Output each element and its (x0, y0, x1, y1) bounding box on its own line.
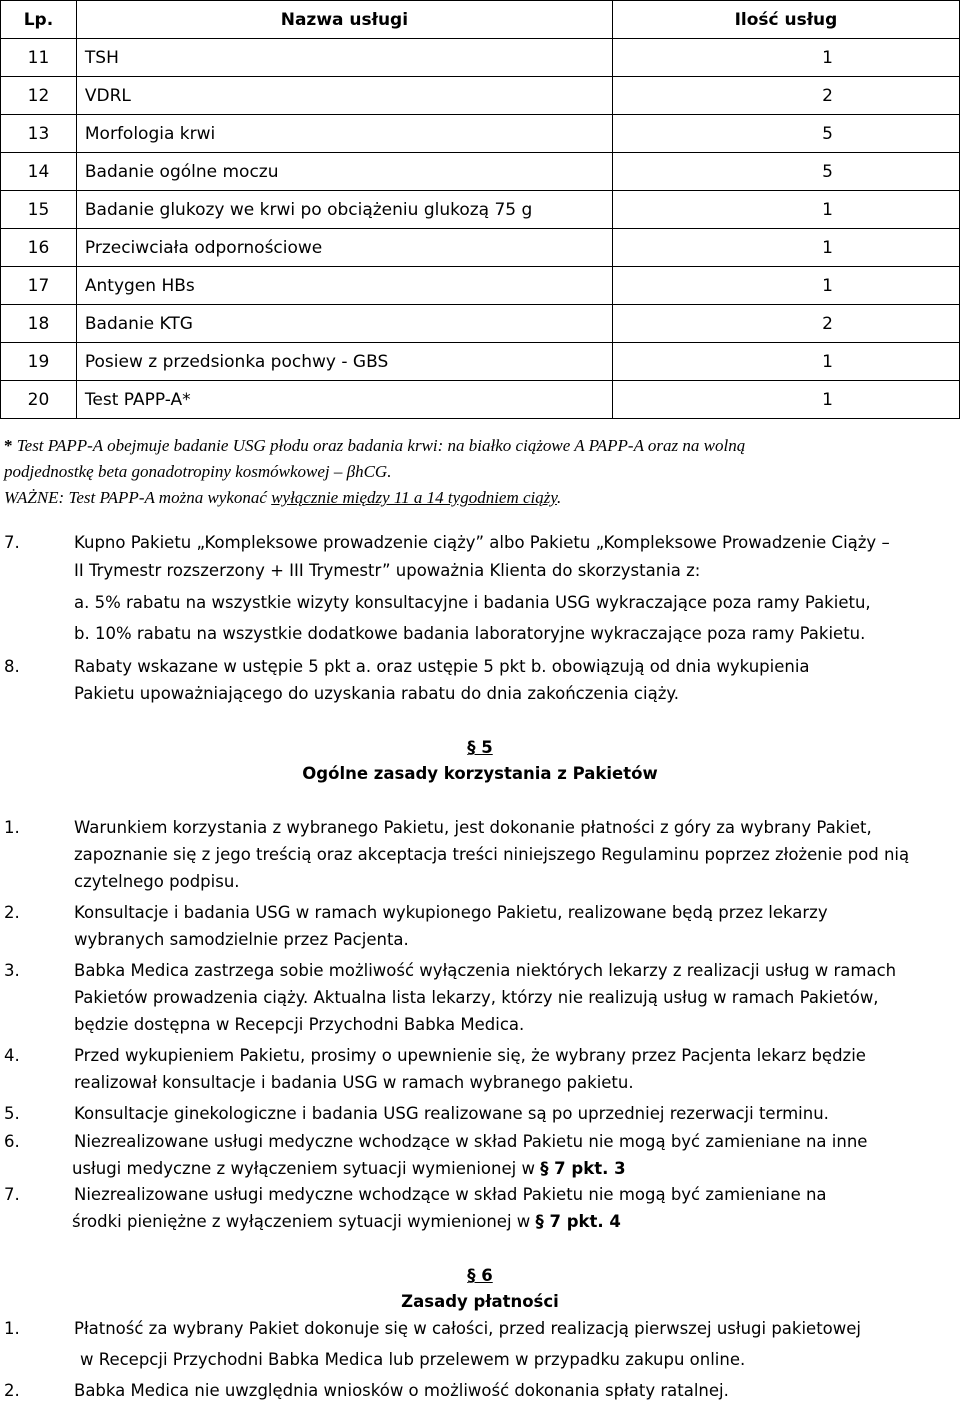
row-service-name: Morfologia krwi (76, 115, 612, 153)
header-quantity: Ilość usług (612, 1, 959, 39)
s5-item-7-line-2 (72, 1212, 621, 1231)
table-header-row (1, 1, 960, 39)
footnote-star: * (4, 436, 13, 455)
s6-item-1-number: 1. (4, 1319, 20, 1338)
s5-item-1-line-2: zapoznanie się z jego treścią oraz akceptacja treści niniejszego Regulaminu poprzez złożenie pod nią (74, 845, 910, 864)
s6-item-1-line-2: w Recepcji Przychodni Babka Medica lub przelewem w przypadku zakupu online. (80, 1350, 746, 1369)
s6-item-1-line-1: Płatność za wybrany Pakiet dokonuje się w całości, przed realizacją pierwszej usługi pakietowej (74, 1319, 861, 1338)
s5-item-5-line-1: Konsultacje ginekologiczne i badania USG realizowane są po uprzedniej rezerwacji terminu. (74, 1104, 829, 1123)
row-service-name: Przeciwciała odpornościowe (76, 229, 612, 267)
s6-item-2-line-1: Babka Medica nie uwzględnia wniosków o możliwość dokonania spłaty ratalnej. (74, 1381, 729, 1400)
s5-item-4-line-2: realizował konsultacje i badania USG w ramach wybranego pakietu. (74, 1073, 634, 1092)
s5-item-6-line-1: Niezrealizowane usługi medyczne wchodzące w skład Pakietu nie mogą być zamieniane na inne (74, 1132, 868, 1151)
row-lp: 20 (1, 381, 77, 419)
row-lp: 13 (1, 115, 77, 153)
services-table (0, 0, 960, 419)
row-lp: 17 (1, 267, 77, 305)
table-row (1, 343, 960, 381)
point-7-option-a: a. 5% rabatu na wszystkie wizyty konsultacyjne i badania USG wykraczające poza ramy Pakietu, (74, 593, 871, 612)
row-service-name: Posiew z przedsionka pochwy - GBS (76, 343, 612, 381)
row-quantity: 5 (612, 115, 959, 153)
row-quantity: 2 (612, 77, 959, 115)
s5-item-3-line-1: Babka Medica zastrzega sobie możliwość wyłączenia niektórych lekarzy z realizacji usług w ramach (74, 961, 897, 980)
row-lp: 12 (1, 77, 77, 115)
row-lp: 19 (1, 343, 77, 381)
header-service-name: Nazwa usługi (76, 1, 612, 39)
footnote-warning (4, 488, 561, 508)
s5-item-3-line-3: będzie dostępna w Recepcji Przychodni Babka Medica. (74, 1015, 525, 1034)
row-quantity: 1 (612, 229, 959, 267)
point-8-number: 8. (4, 657, 20, 676)
table-row (1, 77, 960, 115)
table-row (1, 153, 960, 191)
s5-item-6-reference: § 7 pkt. 3 (540, 1159, 626, 1178)
row-service-name: Badanie ogólne moczu (76, 153, 612, 191)
s5-item-2-number: 2. (4, 903, 20, 922)
row-quantity: 1 (612, 267, 959, 305)
footnote-warning-end: . (556, 488, 562, 507)
point-8-line-2: Pakietu upoważniającego do uzyskania rabatu do dnia zakończenia ciąży. (74, 684, 680, 703)
footnote-warning-text: WAŻNE: Test PAPP-A można wykonać (4, 488, 272, 507)
point-7-option-b: b. 10% rabatu na wszystkie dodatkowe badania laboratoryjne wykraczające poza ramy Pakietu. (74, 624, 866, 643)
table-row (1, 267, 960, 305)
s5-item-6-line-2 (72, 1159, 626, 1178)
s5-item-1-number: 1. (4, 818, 20, 837)
row-quantity: 1 (612, 381, 959, 419)
row-quantity: 1 (612, 191, 959, 229)
footnote-warning-emphasis: wyłącznie między 11 a 14 tygodniem ciąży (271, 488, 557, 507)
s5-item-7-text: środki pieniężne z wyłączeniem sytuacji wymienionej w (72, 1212, 536, 1231)
table-row (1, 191, 960, 229)
s5-item-3-number: 3. (4, 961, 20, 980)
point-7-line-1: Kupno Pakietu „Kompleksowe prowadzenie ciąży” albo Pakietu „Kompleksowe Prowadzenie Ciąży – (74, 533, 890, 552)
section-6-heading: § 6 (467, 1266, 493, 1285)
footnote-line-2: podjednostkę beta gonadotropiny kosmówkowej – βhCG. (4, 462, 392, 481)
section-5-title: Ogólne zasady korzystania z Pakietów (302, 764, 658, 783)
s5-item-1-line-1: Warunkiem korzystania z wybranego Pakietu, jest dokonanie płatności z góry za wybrany Pakiet, (74, 818, 872, 837)
row-quantity: 5 (612, 153, 959, 191)
s5-item-6-number: 6. (4, 1132, 20, 1151)
point-7-number: 7. (4, 533, 20, 552)
row-service-name: VDRL (76, 77, 612, 115)
s5-item-4-line-1: Przed wykupieniem Pakietu, prosimy o upewnienie się, że wybrany przez Pacjenta lekarz będzie (74, 1046, 866, 1065)
row-service-name: Badanie glukozy we krwi po obciążeniu glukozą 75 g (76, 191, 612, 229)
row-service-name: Antygen HBs (76, 267, 612, 305)
s5-item-1-line-3: czytelnego podpisu. (74, 872, 240, 891)
row-service-name: Test PAPP-A* (76, 381, 612, 419)
s5-item-3-line-2: Pakietów prowadzenia ciąży. Aktualna lista lekarzy, którzy nie realizują usług w ramach Pakietów, (74, 988, 879, 1007)
footnote-line-1 (4, 436, 745, 456)
row-quantity: 1 (612, 39, 959, 77)
row-lp: 15 (1, 191, 77, 229)
row-lp: 14 (1, 153, 77, 191)
table-row (1, 115, 960, 153)
s5-item-7-reference: § 7 pkt. 4 (535, 1212, 621, 1231)
row-service-name: Badanie KTG (76, 305, 612, 343)
s5-item-5-number: 5. (4, 1104, 20, 1123)
s5-item-2-line-2: wybranych samodzielnie przez Pacjenta. (74, 930, 409, 949)
s6-item-2-number: 2. (4, 1381, 20, 1400)
s5-item-4-number: 4. (4, 1046, 20, 1065)
row-lp: 11 (1, 39, 77, 77)
point-8-line-1: Rabaty wskazane w ustępie 5 pkt a. oraz ustępie 5 pkt b. obowiązują od dnia wykupienia (74, 657, 810, 676)
table-row (1, 229, 960, 267)
table-row (1, 39, 960, 77)
table-row (1, 305, 960, 343)
row-quantity: 2 (612, 305, 959, 343)
s5-item-2-line-1: Konsultacje i badania USG w ramach wykupionego Pakietu, realizowane będą przez lekarzy (74, 903, 828, 922)
footnote-text: Test PAPP-A obejmuje badanie USG płodu oraz badania krwi: na białko ciążowe A PAPP-A oraz na wolną (12, 436, 746, 455)
section-6-title: Zasady płatności (401, 1292, 559, 1311)
row-lp: 18 (1, 305, 77, 343)
row-quantity: 1 (612, 343, 959, 381)
header-lp: Lp. (1, 1, 77, 39)
row-lp: 16 (1, 229, 77, 267)
s5-item-6-text: usługi medyczne z wyłączeniem sytuacji wymienionej w (72, 1159, 541, 1178)
row-service-name: TSH (76, 39, 612, 77)
table-row (1, 381, 960, 419)
s5-item-7-number: 7. (4, 1185, 20, 1204)
section-5-heading: § 5 (467, 738, 493, 757)
s5-item-7-line-1: Niezrealizowane usługi medyczne wchodzące w skład Pakietu nie mogą być zamieniane na (74, 1185, 827, 1204)
point-7-line-2: II Trymestr rozszerzony + III Trymestr” upoważnia Klienta do skorzystania z: (74, 561, 701, 580)
